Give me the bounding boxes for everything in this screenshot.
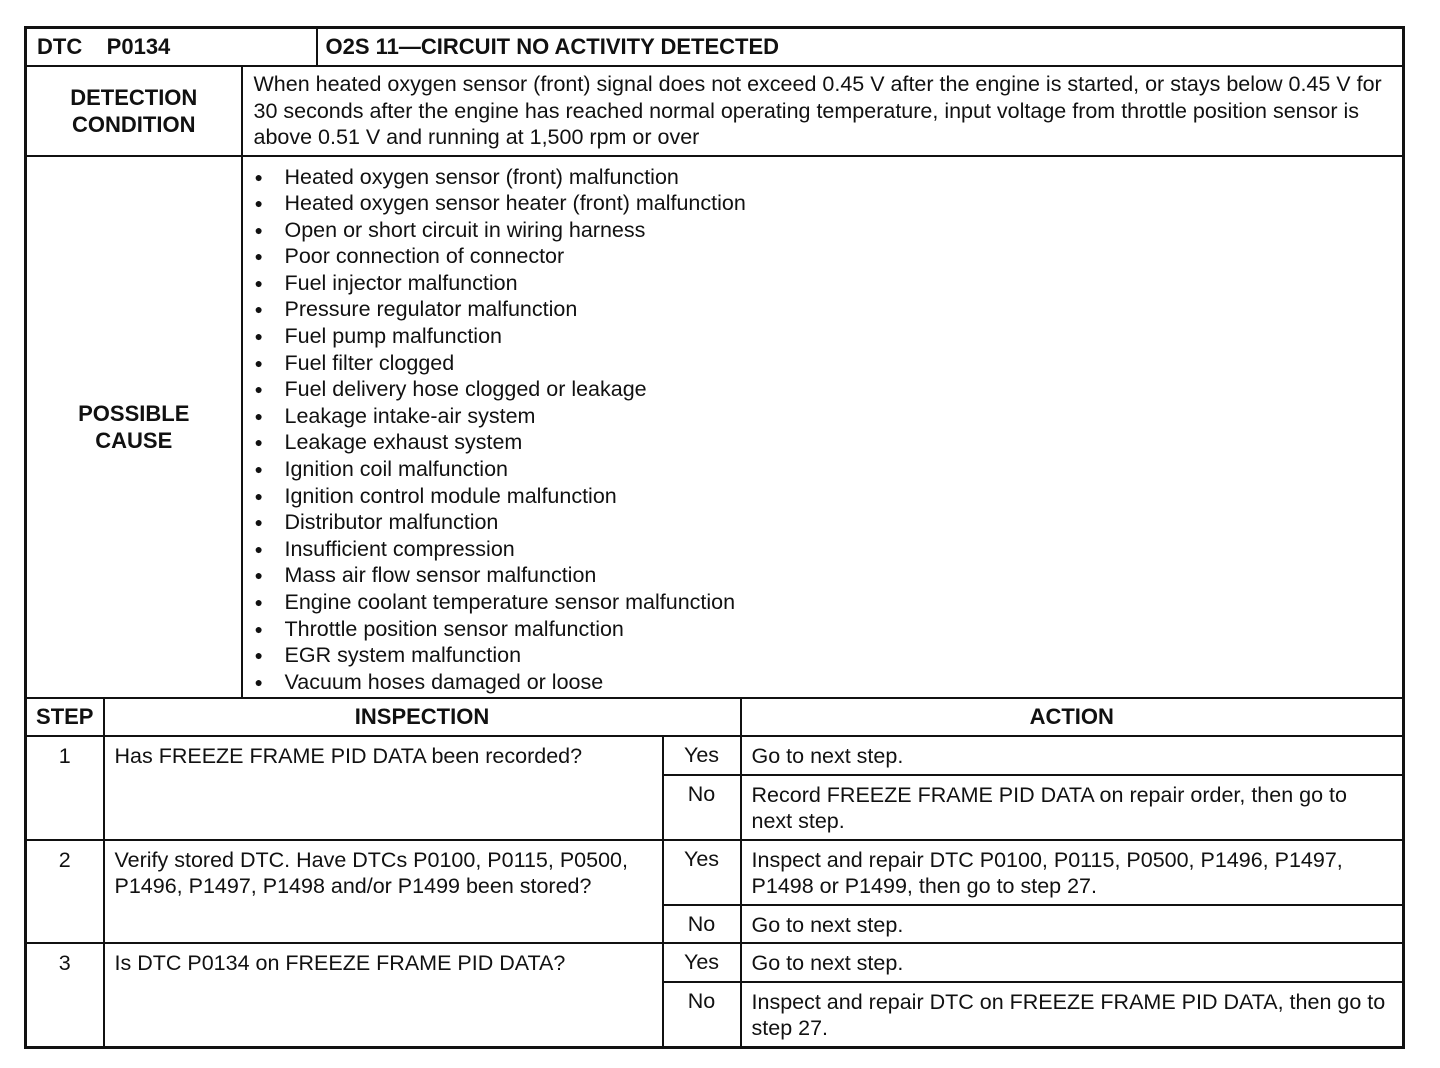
action-column-header: ACTION bbox=[741, 698, 1404, 736]
list-item: ● Ignition control module malfunction bbox=[255, 483, 1403, 510]
list-item: ● Insufficient compression bbox=[255, 536, 1403, 563]
list-item: ● Mass air flow sensor malfunction bbox=[255, 562, 1403, 589]
dtc-info-table bbox=[24, 26, 1405, 1049]
steps-header-row bbox=[26, 698, 1404, 736]
yes-label: Yes bbox=[663, 840, 741, 905]
list-item: ● Leakage intake-air system bbox=[255, 403, 1403, 430]
possible-cause-row bbox=[26, 156, 1404, 699]
no-action: Record FREEZE FRAME PID DATA on repair order, then go to next step. bbox=[741, 775, 1404, 840]
yes-action: Go to next step. bbox=[741, 736, 1404, 775]
list-item: ● Fuel delivery hose clogged or leakage bbox=[255, 376, 1403, 403]
detection-condition-row bbox=[26, 66, 1404, 156]
list-item: ● Ignition coil malfunction bbox=[255, 456, 1403, 483]
list-item: ● EGR system malfunction bbox=[255, 642, 1403, 669]
list-item: ● Heated oxygen sensor (front) malfunction bbox=[255, 164, 1403, 191]
list-item: ● Fuel pump malfunction bbox=[255, 323, 1403, 350]
step-number: 3 bbox=[26, 943, 104, 1047]
dtc-code: P0134 bbox=[106, 34, 171, 59]
yes-label: Yes bbox=[663, 736, 741, 775]
table-row bbox=[26, 943, 1404, 982]
dtc-procedure-sheet bbox=[24, 26, 1402, 1049]
possible-cause-list-cell bbox=[242, 156, 1404, 699]
list-item: ● Pressure regulator malfunction bbox=[255, 296, 1403, 323]
list-item: ● Distributor malfunction bbox=[255, 509, 1403, 536]
list-item: ● Fuel filter clogged bbox=[255, 350, 1403, 377]
detection-condition-label: DETECTION CONDITION bbox=[26, 66, 242, 156]
list-item: ● Fuel injector malfunction bbox=[255, 270, 1403, 297]
list-item: ● Leakage exhaust system bbox=[255, 429, 1403, 456]
step-column-header: STEP bbox=[26, 698, 104, 736]
dtc-code-cell bbox=[26, 28, 317, 67]
no-label: No bbox=[663, 982, 741, 1048]
list-item: ● Throttle position sensor malfunction bbox=[255, 616, 1403, 643]
inspection-text: Verify stored DTC. Have DTCs P0100, P0115, P0500, P1496, P1497, P1498 and/or P1499 been stored? bbox=[104, 840, 663, 944]
table-row bbox=[26, 840, 1404, 905]
step-number: 2 bbox=[26, 840, 104, 944]
yes-action: Inspect and repair DTC P0100, P0115, P0500, P1496, P1497, P1498 or P1499, then go to step 27. bbox=[741, 840, 1404, 905]
no-action: Go to next step. bbox=[741, 905, 1404, 944]
dtc-label: DTC bbox=[37, 34, 83, 59]
list-item: ● Poor connection of connector bbox=[255, 243, 1403, 270]
table-row bbox=[26, 736, 1404, 775]
detection-condition-text: When heated oxygen sensor (front) signal does not exceed 0.45 V after the engine is started, or stays below 0.45 V for 30 seconds after the engine has reached normal operating temperature, input voltage from throttle position sensor is above 0.51 V and running at 1,500 rpm or over bbox=[242, 66, 1404, 156]
yes-action: Go to next step. bbox=[741, 943, 1404, 982]
list-item: ● Open or short circuit in wiring harness bbox=[255, 217, 1403, 244]
no-label: No bbox=[663, 905, 741, 944]
list-item: ● Heated oxygen sensor heater (front) malfunction bbox=[255, 190, 1403, 217]
list-item: ● Vacuum hoses damaged or loose bbox=[255, 669, 1403, 696]
no-action: Inspect and repair DTC on FREEZE FRAME PID DATA, then go to step 27. bbox=[741, 982, 1404, 1048]
inspection-column-header: INSPECTION bbox=[104, 698, 741, 736]
dtc-title: O2S 11—CIRCUIT NO ACTIVITY DETECTED bbox=[317, 28, 1404, 67]
step-number: 1 bbox=[26, 736, 104, 840]
list-item: ● Engine coolant temperature sensor malfunction bbox=[255, 589, 1403, 616]
yes-label: Yes bbox=[663, 943, 741, 982]
no-label: No bbox=[663, 775, 741, 840]
inspection-text: Is DTC P0134 on FREEZE FRAME PID DATA? bbox=[104, 943, 663, 1047]
dtc-header-row bbox=[26, 28, 1404, 67]
possible-cause-list bbox=[243, 157, 1403, 698]
inspection-text: Has FREEZE FRAME PID DATA been recorded? bbox=[104, 736, 663, 840]
possible-cause-label: POSSIBLE CAUSE bbox=[26, 156, 242, 699]
